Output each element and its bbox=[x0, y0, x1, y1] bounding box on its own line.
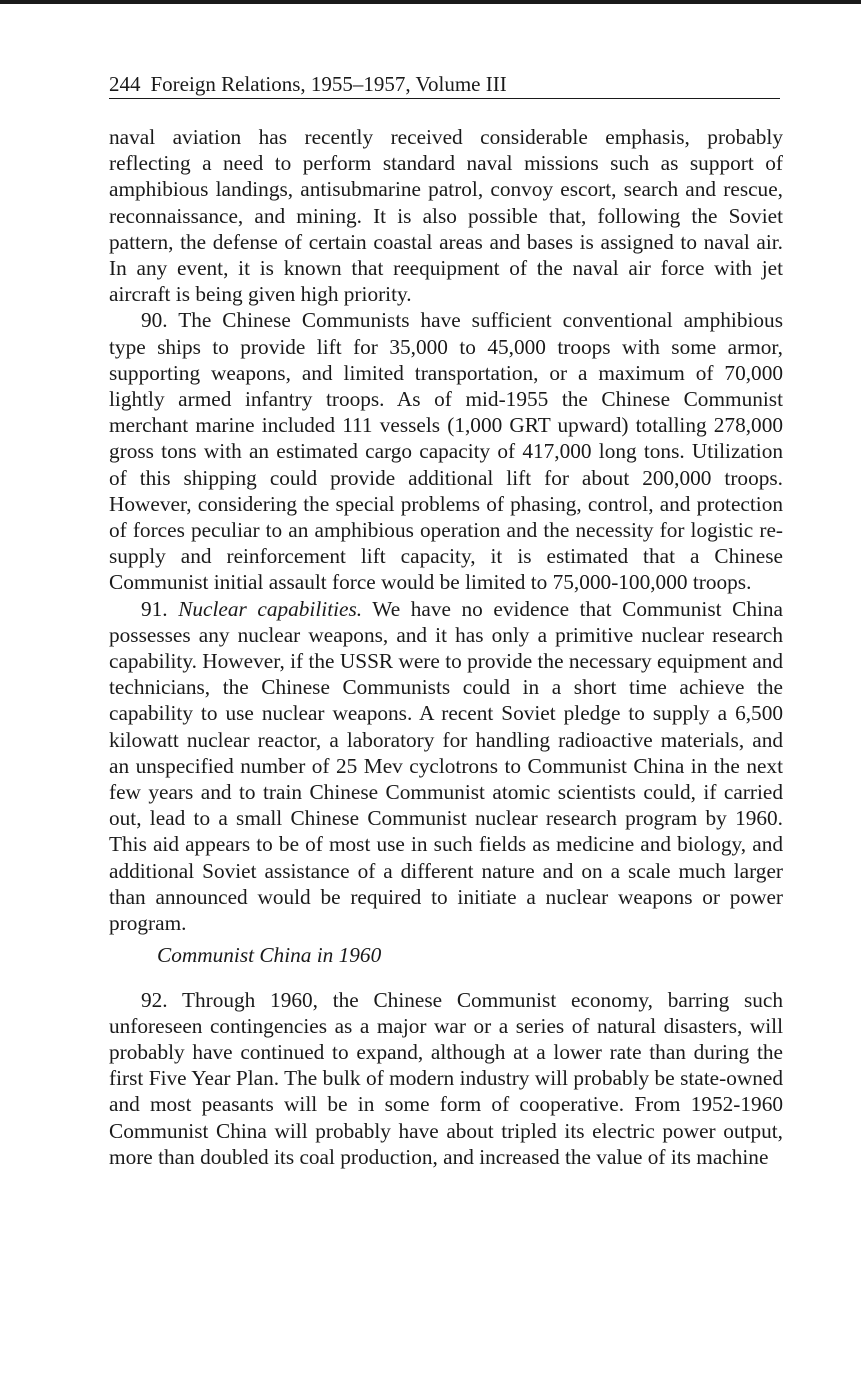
page-number: 244 bbox=[109, 72, 141, 96]
top-border-rule bbox=[0, 0, 861, 4]
paragraph-continued: naval aviation has recently received considerable emphasis, probably reflecting a need to perform standard naval missions such as support of amphibious landings, antisubmarine patrol, convoy escort, search and rescue, reconnaissance, and mining. It is also possible that, following the Soviet pattern, the defense of certain coastal areas and bases is assigned to naval air. In any event, it is known that reequipment of the naval air force with jet aircraft is being given high priority. bbox=[109, 125, 783, 307]
paragraph-91-number: 91. bbox=[141, 596, 168, 621]
paragraph-90: 90. The Chinese Communists have sufficient conventional amphibious type ships to provide lift for 35,000 to 45,000 troops with some armor, supporting weapons, and limited transportation, or a maximum of 70,000 lightly armed infantry troops. As of mid-1955 the Chinese Communist merchant marine included 111 vessels (1,000 GRT upward) totalling 278,000 gross tons with an estimated cargo capacity of 417,000 long tons. Utilization of this shipping could provide additional lift for about 200,000 troops. However, considering the special problems of phasing, control, and protection of forces peculiar to an amphibious operation and the necessity for logistic resupply and reinforcement lift capacity, it is estimated that a Chinese Communist initial assault force would be limited to 75,000-100,000 troops. bbox=[109, 308, 783, 595]
page-body bbox=[109, 124, 783, 1170]
page-header bbox=[109, 70, 780, 99]
paragraph-91-heading: Nuclear capabilities. bbox=[178, 596, 363, 621]
section-subheading: Communist China in 1960 bbox=[157, 943, 382, 968]
running-title: Foreign Relations, 1955–1957, Volume III bbox=[150, 72, 507, 96]
paragraph-91-text: We have no evidence that Communist China possesses any nuclear weapons, and it has only a primitive nuclear research capability. However, if the USSR were to provide the necessary equipment and technicians, the Chinese Communists could in a short time achieve the capability to use nuclear weapons. A recent Soviet pledge to supply a 6,500 kilowatt nuclear reactor, a laboratory for handling radioactive materials, and an unspecified number of 25 Mev cyclotrons to Communist China in the next few years and to train Chinese Communist atomic scientists could, if carried out, lead to a small Chinese Communist nuclear research program by 1960. This aid appears to be of most use in such fields as medicine and biology, and additional Soviet assistance of a different nature and on a scale much larger than announced would be required to initiate a nuclear weapons or power program. bbox=[109, 596, 783, 936]
paragraph-91 bbox=[109, 596, 783, 937]
paragraph-92: 92. Through 1960, the Chinese Communist economy, barring such unforeseen contingencies as a major war or a series of natural disasters, will probably have continued to expand, although at a lower rate than during the first Five Year Plan. The bulk of modern industry will probably be state-owned and most peasants will be in some form of cooperative. From 1952-1960 Communist China will probably have about tripled its electric power output, more than doubled its coal production, and increased the value of its machine bbox=[109, 987, 783, 1169]
